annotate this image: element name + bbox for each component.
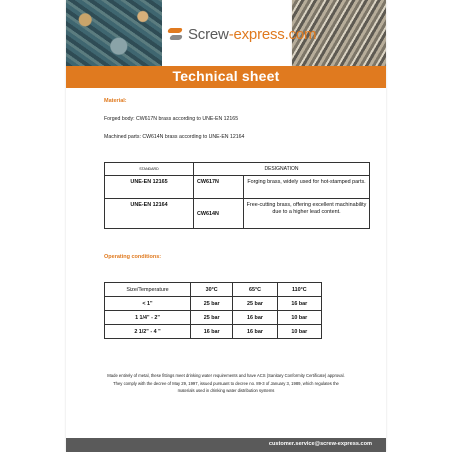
- pressure-cell: 16 bar: [233, 311, 277, 325]
- pressure-cell: 25 bar: [191, 311, 233, 325]
- material-heading: Material:: [104, 98, 127, 104]
- sheet-title: Technical sheet: [172, 68, 280, 84]
- operating-conditions-table: [104, 282, 322, 339]
- pressure-cell: 25 bar: [191, 297, 233, 311]
- grade-cell: CW617N: [194, 176, 244, 199]
- material-machined-text: Machined parts: CW614N brass according to UNE-EN 12164: [104, 134, 245, 140]
- pressure-cell: 16 bar: [233, 325, 277, 339]
- technical-sheet-page: [66, 0, 386, 452]
- description-cell: Free-cutting brass, offering excellent machinability due to a higher lead content.: [244, 199, 370, 229]
- pressure-cell: 10 bar: [277, 311, 321, 325]
- footer-bar: [66, 438, 386, 452]
- pressure-cell: 25 bar: [233, 297, 277, 311]
- table-row: [105, 199, 370, 229]
- description-cell: Forging brass, widely used for hot-stamped parts.: [244, 176, 370, 199]
- compliance-note-line: Made entirely of metal, these fittings meet drinking water requirements and have ACS (Sanitary Conformity Certificate) approval.: [107, 373, 345, 378]
- header-banner: [66, 0, 386, 66]
- standard-cell: UNE-EN 12164: [105, 199, 194, 229]
- table-row: [105, 297, 322, 311]
- compliance-note-line: materials used in drinking water distribution systems: [177, 388, 275, 394]
- temp-110-header: 110°C: [277, 283, 321, 297]
- brand-name: [188, 26, 316, 43]
- column-header-designation: DESIGNATION: [194, 163, 370, 176]
- designation-header-row: [105, 163, 370, 176]
- compliance-note-line: They comply with the decree of May 29, 1997, issued pursuant to decree no. 89-3 of January 3, 1989, which regulates the: [113, 380, 339, 386]
- size-temperature-header: Size/Temperature: [105, 283, 191, 297]
- compliance-note: [84, 372, 368, 395]
- customer-service-email[interactable]: customer.service@screw-express.com: [268, 441, 372, 447]
- table-row: [105, 176, 370, 199]
- brand-logo[interactable]: [168, 22, 316, 46]
- temp-65-header: 65°C: [233, 283, 277, 297]
- brand-mark-icon: [168, 26, 184, 42]
- size-cell: 1 1/4" - 2": [105, 311, 191, 325]
- brand-name-part1: Screw: [188, 25, 229, 43]
- table-row: [105, 325, 322, 339]
- size-cell: 2 1/2" - 4 ": [105, 325, 191, 339]
- pressure-cell: 16 bar: [277, 297, 321, 311]
- operating-header-row: [105, 283, 322, 297]
- title-bar: [66, 66, 386, 88]
- standard-cell: UNE-EN 12165: [105, 176, 194, 199]
- table-row: [105, 311, 322, 325]
- designation-table: [104, 162, 370, 229]
- workbench-photo: [66, 0, 162, 66]
- material-forged-text: Forged body: CW617N brass according to UNE-EN 12165: [104, 116, 239, 122]
- pressure-cell: 10 bar: [277, 325, 321, 339]
- size-cell: < 1": [105, 297, 191, 311]
- brand-name-part2: -express.com: [228, 25, 317, 43]
- grade-cell: CW614N: [194, 199, 244, 229]
- temp-30-header: 30°C: [191, 283, 233, 297]
- pressure-cell: 16 bar: [191, 325, 233, 339]
- operating-heading: Operating conditions:: [104, 254, 162, 260]
- column-header-standard: STANDARD: [105, 163, 194, 176]
